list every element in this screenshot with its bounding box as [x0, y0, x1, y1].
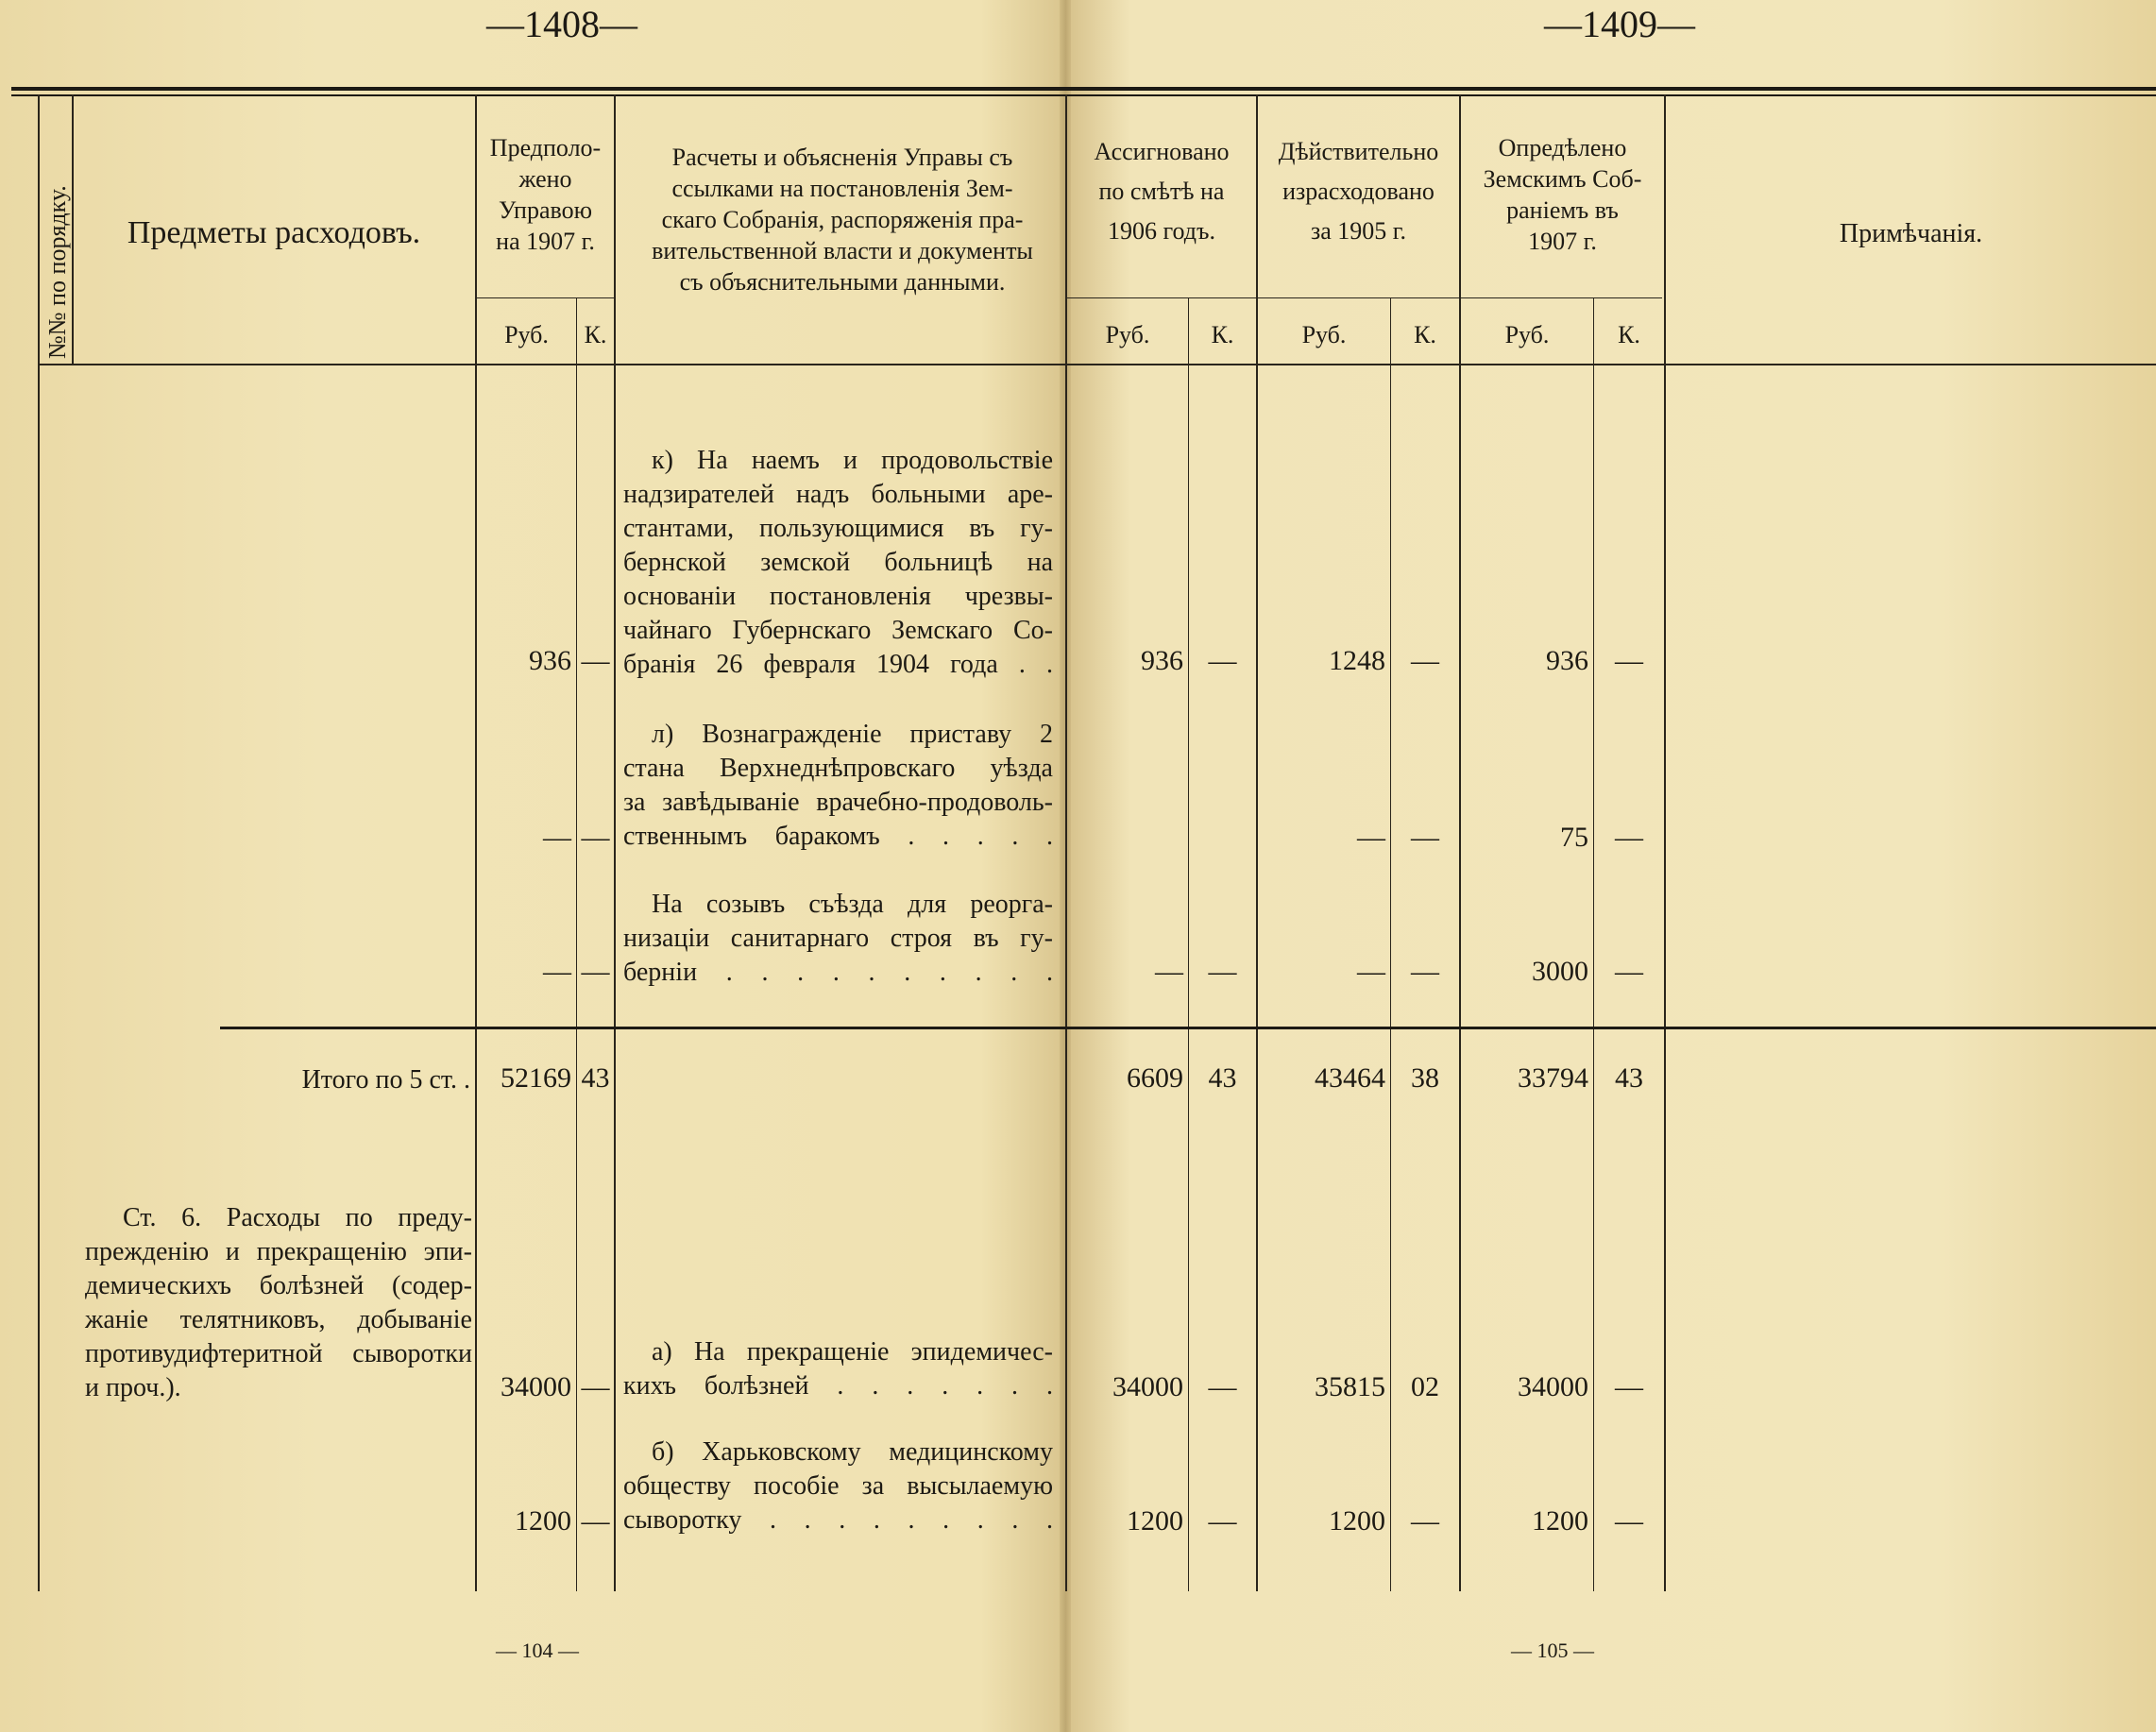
spent-header-line: израсходовано [1282, 178, 1435, 205]
proposed-header-line: Предполо- [489, 134, 602, 161]
text-line: демическихъ болѣзней (содер- [85, 1271, 472, 1300]
order-number-header: №№ по порядку. [43, 185, 71, 359]
decided-kop: — [1615, 822, 1643, 853]
top-rule-thin [11, 94, 2156, 96]
text-line: л) Вознагражденіе приставу 2 [652, 720, 1053, 749]
text-line: стантами, пользующимися въ гу- [623, 514, 1053, 543]
total-rule [220, 1027, 2156, 1029]
assigned-header [1067, 132, 1256, 251]
assigned-rub: 1200 [1127, 1505, 1183, 1537]
proposed-kop: — [581, 822, 610, 853]
decided-kop: — [1615, 645, 1643, 676]
spent-rub: — [1357, 822, 1385, 853]
spent-kop: — [1411, 822, 1439, 853]
text-line: бранія 26 февраля 1904 года . . [623, 650, 1053, 679]
decided-rub: 75 [1560, 822, 1588, 853]
total-assigned-rub: 6609 [1127, 1062, 1183, 1094]
total-proposed-rub: 52169 [501, 1062, 571, 1094]
explanations-header-line: скаго Собранія, распоряженія пра- [661, 206, 1024, 233]
decided-header [1461, 132, 1664, 257]
kop-label: К. [1211, 321, 1234, 348]
right-subrule [1067, 297, 1662, 298]
text-line: прежденію и прекращенію эпи- [85, 1237, 472, 1266]
total-spent-rub: 43464 [1315, 1062, 1385, 1094]
text-line: б) Харьковскому медицинскому [652, 1437, 1053, 1467]
decided-rub: 3000 [1532, 956, 1588, 987]
decided-rub: 936 [1546, 645, 1588, 676]
explanations-header [627, 142, 1058, 297]
text-line: сыворотку . . . . . . . . . [623, 1505, 1053, 1535]
decided-kop: — [1615, 1505, 1643, 1537]
spent-rub: 35815 [1315, 1371, 1385, 1402]
spent-rub: — [1357, 956, 1385, 987]
row-a-text [623, 1335, 1053, 1403]
article6-title [85, 1201, 472, 1405]
left-page-footer: — 104 — [496, 1639, 579, 1662]
spent-kop: — [1411, 956, 1439, 987]
text-line: кихъ болѣзней . . . . . . . [623, 1371, 1053, 1401]
total-decided-rub: 33794 [1518, 1062, 1588, 1094]
rub-label: Руб. [1504, 321, 1550, 348]
decided-rub: 1200 [1532, 1505, 1588, 1537]
explanations-header-line: Расчеты и объясненія Управы съ [671, 144, 1013, 171]
text-line: к) На наемъ и продовольствіе [652, 446, 1053, 475]
spent-kop: — [1411, 645, 1439, 676]
decided-kop: — [1615, 956, 1643, 987]
text-line: жаніе телятниковъ, добываніе [85, 1305, 472, 1334]
decided-header-line: Опредѣлено [1498, 134, 1627, 161]
total-label: Итого по 5 ст. . [301, 1065, 470, 1095]
col-line-0 [38, 94, 40, 1591]
kop-label: К. [1414, 321, 1436, 348]
proposed-kop: — [581, 1371, 610, 1402]
assigned-header-line: по смѣтѣ на [1098, 178, 1225, 205]
text-line: Ст. 6. Расходы по преду- [123, 1203, 472, 1232]
text-line: На созывъ съѣзда для реорга- [652, 890, 1053, 919]
proposed-rub: 936 [529, 645, 571, 676]
decided-header-line: 1907 г. [1528, 228, 1597, 255]
row-l-text [623, 718, 1053, 854]
spent-kop: 02 [1411, 1371, 1439, 1402]
rub-label: Руб. [1301, 321, 1347, 348]
text-line: низаціи санитарнаго строя въ гу- [623, 924, 1053, 953]
header-bottom-rule [38, 364, 2156, 365]
items-header: Предметы расходовъ. [127, 215, 421, 250]
assigned-rub: 936 [1141, 645, 1183, 676]
text-line: стана Верхнеднѣпровскаго уѣзда [623, 754, 1053, 783]
text-line: ственнымъ баракомъ . . . . . [623, 822, 1053, 851]
proposed-header-line: Управою [498, 196, 593, 224]
proposed-rub: — [543, 822, 571, 853]
text-line: чайнаго Губернскаго Земскаго Со- [623, 616, 1053, 645]
total-spent-kop: 38 [1411, 1062, 1439, 1094]
proposed-header-line: жено [518, 165, 572, 193]
col-line-7 [1664, 94, 1666, 1591]
right-page-footer: — 105 — [1511, 1639, 1594, 1662]
proposed-kop: — [581, 645, 610, 676]
assigned-header-line: Ассигновано [1094, 138, 1230, 165]
proposed-rub: 1200 [515, 1505, 571, 1537]
proposed-header-line: на 1907 г. [496, 228, 595, 255]
row-k-text [623, 444, 1053, 682]
text-line: надзирателей надъ больными аре- [623, 480, 1053, 509]
right-page [1065, 0, 2156, 1732]
assigned-header-line: 1906 годъ. [1108, 217, 1215, 245]
decided-kop: — [1615, 1371, 1643, 1402]
assigned-kop: — [1208, 956, 1237, 987]
decided-header-line: Земскимъ Соб- [1483, 165, 1642, 193]
proposed-kop: — [581, 1505, 610, 1537]
assigned-rub: — [1155, 956, 1183, 987]
spent-rub: 1200 [1329, 1505, 1385, 1537]
kop-label: К. [584, 321, 607, 348]
total-decided-kop: 43 [1615, 1062, 1643, 1094]
proposed-kop: — [581, 956, 610, 987]
text-line: а) На прекращеніе эпидемичес- [652, 1337, 1053, 1367]
col-line-3 [614, 94, 616, 1591]
rub-label: Руб. [504, 321, 549, 348]
assigned-kop: — [1208, 645, 1237, 676]
row-congress-text [623, 888, 1053, 990]
row-b-text [623, 1435, 1053, 1537]
proposed-rub: 34000 [501, 1371, 571, 1402]
left-page-number: —1408— [486, 3, 637, 45]
text-line: за завѣдываніе врачебно-продоволь- [623, 788, 1053, 817]
decided-rub: 34000 [1518, 1371, 1588, 1402]
spent-header-line: Дѣйствительно [1278, 138, 1439, 165]
text-line: бернской земской больницѣ на [623, 548, 1053, 577]
assigned-kop: — [1208, 1371, 1237, 1402]
explanations-header-line: ссылками на постановленія Зем- [671, 175, 1013, 202]
spent-rub: 1248 [1329, 645, 1385, 676]
proposed-rub: — [543, 956, 571, 987]
spent-kop: — [1411, 1505, 1439, 1537]
text-line: и проч.). [85, 1373, 181, 1402]
assigned-kop: — [1208, 1505, 1237, 1537]
text-line: основаніи постановленія чрезвы- [623, 582, 1053, 611]
decided-header-line: раніемъ въ [1506, 196, 1619, 224]
total-proposed-kop: 43 [581, 1062, 610, 1094]
spent-header-line: за 1905 г. [1310, 217, 1407, 245]
explanations-header-line: съ объяснительными данными. [679, 268, 1006, 296]
kop-label: К. [1618, 321, 1640, 348]
explanations-header-line: вительственной власти и документы [652, 237, 1033, 264]
proposed-subrule [477, 297, 614, 298]
text-line: берніи . . . . . . . . . . [623, 958, 1053, 987]
rub-label: Руб. [1105, 321, 1150, 348]
notes-header: Примѣчанія. [1839, 219, 1983, 248]
text-line: противудифтеритной сыворотки [85, 1339, 472, 1368]
right-page-number: —1409— [1544, 3, 1695, 45]
assigned-rub: 34000 [1112, 1371, 1183, 1402]
text-line: обществу пособіе за высылаемую [623, 1471, 1053, 1501]
proposed-header [477, 132, 614, 257]
spent-header [1258, 132, 1459, 251]
total-assigned-kop: 43 [1208, 1062, 1237, 1094]
top-rule [11, 87, 2156, 91]
